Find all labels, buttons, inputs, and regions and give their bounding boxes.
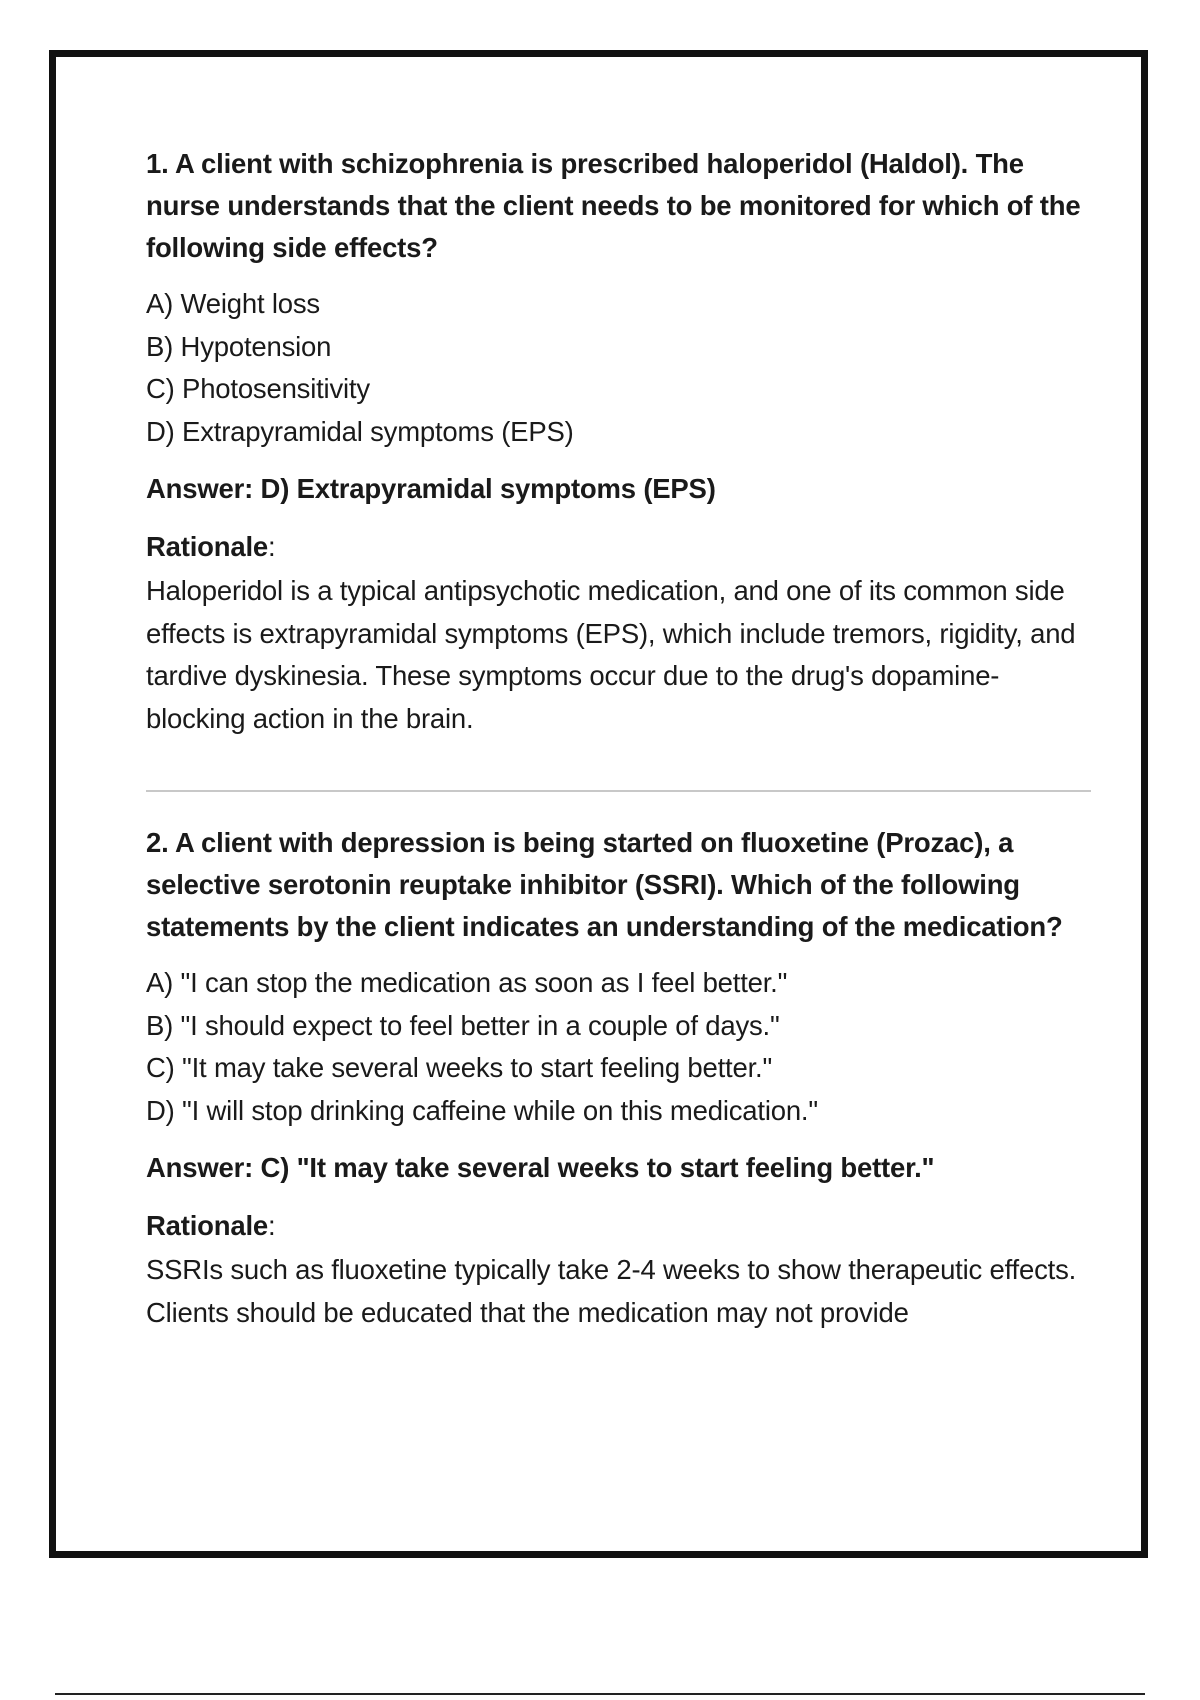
rationale-label: Rationale	[146, 531, 268, 562]
rationale-colon: :	[267, 1210, 276, 1241]
answer-options	[146, 283, 1091, 453]
correct-answer: Answer: C) "It may take several weeks to start feeling better."	[146, 1152, 935, 1183]
question-2	[146, 822, 1091, 1334]
answer-options	[146, 962, 1091, 1132]
option-a: A) "I can stop the medication as soon as I feel better."	[146, 967, 788, 998]
question-divider	[146, 790, 1091, 792]
rationale-label: Rationale	[146, 1210, 268, 1241]
rationale-heading	[146, 526, 1091, 568]
question-stem: 2. A client with depression is being started on fluoxetine (Prozac), a selective serotonin reuptake inhibitor (SSRI). Which of the following statements by the client indicates an understanding of the medication?	[146, 827, 1063, 942]
option-c: C) Photosensitivity	[146, 373, 370, 404]
question-1	[146, 143, 1091, 740]
option-b: B) "I should expect to feel better in a couple of days."	[146, 1009, 780, 1041]
option-a: A) Weight loss	[146, 288, 320, 319]
rationale-heading	[146, 1205, 1091, 1247]
option-c: C) "It may take several weeks to start feeling better."	[146, 1052, 773, 1083]
rationale-colon: :	[267, 531, 276, 562]
option-d: D) Extrapyramidal symptoms (EPS)	[146, 415, 574, 447]
option-d: D) "I will stop drinking caffeine while on this medication."	[146, 1094, 818, 1126]
option-b: B) Hypotension	[146, 330, 332, 362]
document-content	[146, 143, 1091, 1334]
question-stem: 1. A client with schizophrenia is prescribed haloperidol (Haldol). The nurse understands that the client needs to be monitored for which of the following side effects?	[146, 148, 1081, 263]
rationale-text: Haloperidol is a typical antipsychotic medication, and one of its common side effects is extrapyramidal symptoms (EPS), which include tremors, rigidity, and tardive dyskinesia. These symptoms occur due to the drug's dopamine-blocking action in the brain.	[146, 575, 1076, 734]
bottom-rule	[55, 1693, 1145, 1695]
rationale-text: SSRIs such as fluoxetine typically take 2-4 weeks to show therapeutic effects. Clients should be educated that the medication may not provide	[146, 1254, 1077, 1328]
correct-answer: Answer: D) Extrapyramidal symptoms (EPS)	[146, 473, 716, 504]
